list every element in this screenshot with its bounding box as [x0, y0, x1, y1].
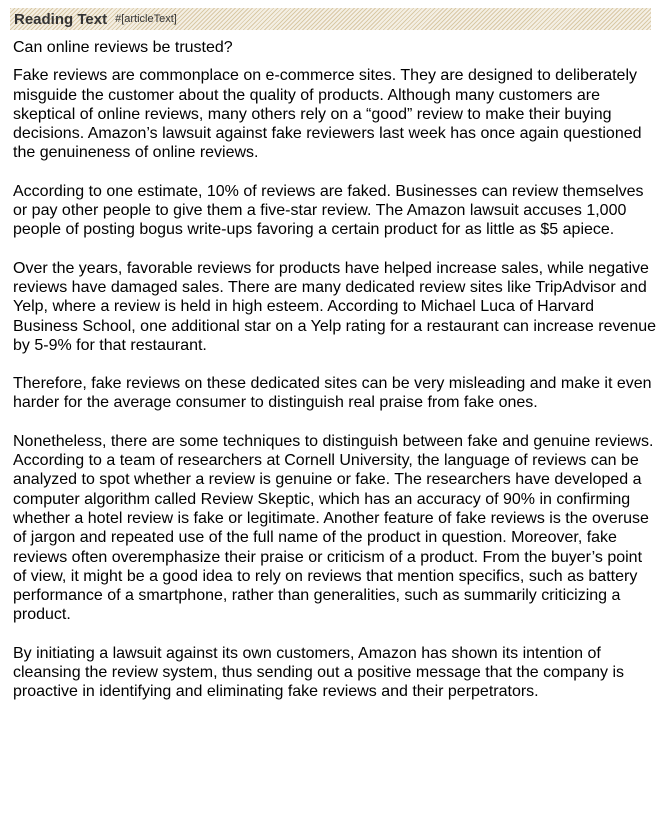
article-paragraph: Nonetheless, there are some techniques to distinguish between fake and genuine reviews. According to a team of researchers at Cornell University, the language of reviews can be analyzed to spot whether a review is genuine or fake. The researchers have developed a computer algorithm called Review Skeptic, which has an accuracy of 90% in confirming whether a hotel review is fake or legitimate. Another feature of fake reviews is the overuse of jargon and repeated use of the full name of the product in question. Moreover, fake reviews often overemphasize their praise or criticism of a product. From the buyer’s point of view, it might be a good idea to rely on reviews that mention specifics, such as battery performance of a smartphone, rather than generalities, such as summarily criticizing a product. — [13, 432, 654, 624]
article-paragraph: According to one estimate, 10% of reviews are faked. Businesses can review themselves or pay other people to give them a five-star review. The Amazon lawsuit accuses 1,000 people of posting bogus write-ups favoring a certain product for as little as $5 apiece. — [13, 182, 644, 239]
article-paragraph: Therefore, fake reviews on these dedicated sites can be very misleading and make it even harder for the average consumer to distinguish real praise from fake ones. — [13, 375, 652, 412]
section-header — [10, 8, 651, 30]
article-paragraph: Over the years, favorable reviews for products have helped increase sales, while negative reviews have damaged sales. There are many dedicated review sites like TripAdvisor and Yelp, where a review is held in high esteem. According to Michael Luca of Harvard Business School, one additional star on a Yelp rating for a restaurant can increase revenue by 5-9% for that restaurant. — [13, 259, 657, 354]
section-id: #[articleText] — [115, 13, 177, 25]
article-question: Can online reviews be trusted? — [13, 39, 233, 56]
section-title: Reading Text — [14, 10, 108, 28]
article-paragraph: Fake reviews are commonplace on e-commerce sites. They are designed to deliberately misguide the customer about the quality of products. Although many customers are skeptical of online reviews, many others rely on a “good” review to make their buying decisions. Amazon’s lawsuit against fake reviewers last week has once again questioned the genuineness of online reviews. — [13, 67, 642, 162]
article-text — [13, 38, 658, 702]
article-paragraph: By initiating a lawsuit against its own customers, Amazon has shown its intention of cleansing the review system, thus sending out a positive message that the company is proactive in identifying and eliminating fake reviews and their perpetrators. — [13, 644, 624, 701]
